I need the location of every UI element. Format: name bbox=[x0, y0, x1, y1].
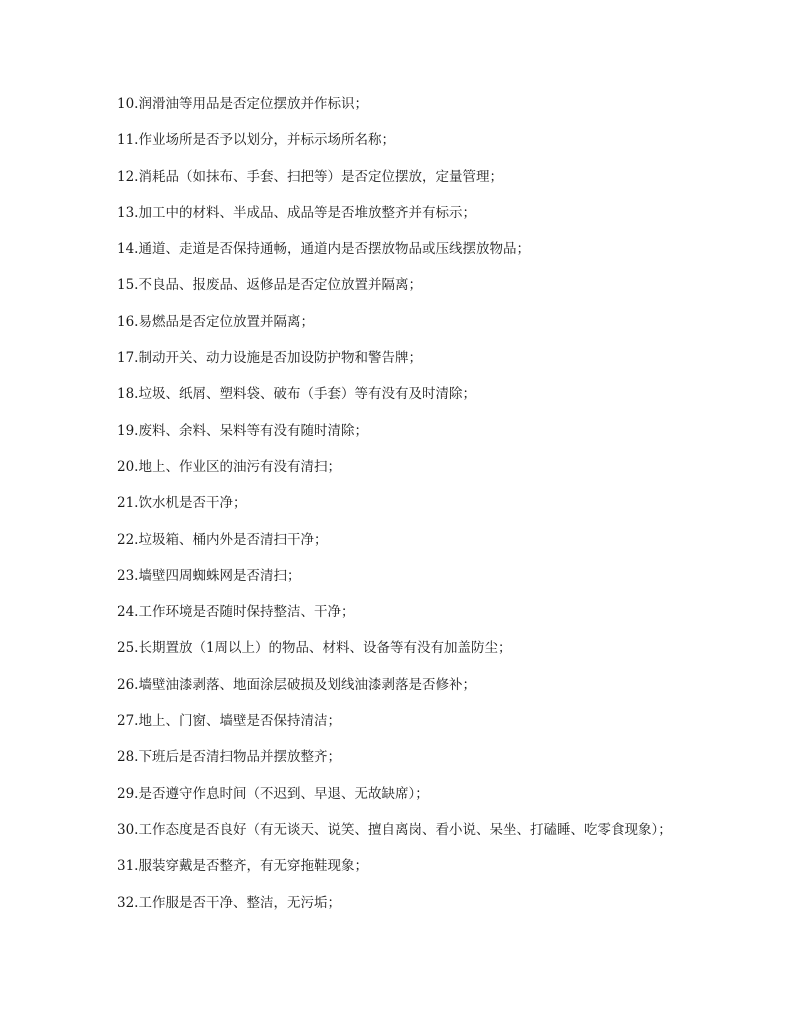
checklist-item-31: 31.服装穿戴是否整齐，有无穿拖鞋现象； bbox=[117, 858, 368, 875]
checklist-item-14: 14.通道、走道是否保持通畅，通道内是否摆放物品或压线摆放物品； bbox=[117, 241, 530, 258]
checklist-item-30: 30.工作态度是否良好（有无谈天、说笑、擅自离岗、看小说、呆坐、打磕睡、吃零食现象）； bbox=[117, 821, 672, 838]
checklist-item-26: 26.墙壁油漆剥落、地面涂层破损及划线油漆剥落是否修补； bbox=[117, 676, 476, 693]
checklist-item-17: 17.制动开关、动力设施是否加设防护物和警告牌； bbox=[117, 350, 422, 367]
checklist-item-10: 10.润滑油等用品是否定位摆放并作标识； bbox=[117, 96, 368, 112]
checklist-item-16: 16.易燃品是否定位放置并隔离； bbox=[117, 313, 314, 330]
checklist-item-28: 28.下班后是否清扫物品并摆放整齐； bbox=[117, 749, 341, 766]
checklist-item-24: 24.工作环境是否随时保持整洁、干净； bbox=[117, 604, 355, 621]
checklist-item-27: 27.地上、门窗、墙壁是否保持清洁； bbox=[117, 713, 341, 730]
checklist-item-12: 12.消耗品（如抹布、手套、扫把等）是否定位摆放，定量管理； bbox=[117, 168, 503, 185]
checklist-item-18: 18.垃圾、纸屑、塑料袋、破布（手套）等有没有及时清除； bbox=[117, 386, 476, 403]
checklist bbox=[117, 92, 687, 927]
checklist-item-21: 21.饮水机是否干净； bbox=[117, 495, 247, 512]
checklist-item-11: 11.作业场所是否予以划分，并标示场所名称； bbox=[117, 132, 395, 149]
checklist-item-15: 15.不良品、报废品、返修品是否定位放置并隔离； bbox=[117, 277, 422, 294]
checklist-item-22: 22.垃圾箱、桶内外是否清扫干净； bbox=[117, 531, 328, 548]
checklist-item-19: 19.废料、余料、呆料等有没有随时清除； bbox=[117, 422, 368, 439]
checklist-item-13: 13.加工中的材料、半成品、成品等是否堆放整齐并有标示； bbox=[117, 204, 476, 221]
checklist-item-20: 20.地上、作业区的油污有没有清扫； bbox=[117, 458, 341, 475]
checklist-item-29: 29.是否遵守作息时间（不迟到、早退、无故缺席）； bbox=[117, 785, 429, 802]
checklist-item-32: 32.工作服是否干净、整洁，无污垢； bbox=[117, 894, 341, 911]
checklist-item-23: 23.墙壁四周蜘蛛网是否清扫； bbox=[117, 567, 301, 584]
checklist-item-25: 25.长期置放（1周以上）的物品、材料、设备等有没有加盖防尘； bbox=[117, 640, 512, 657]
